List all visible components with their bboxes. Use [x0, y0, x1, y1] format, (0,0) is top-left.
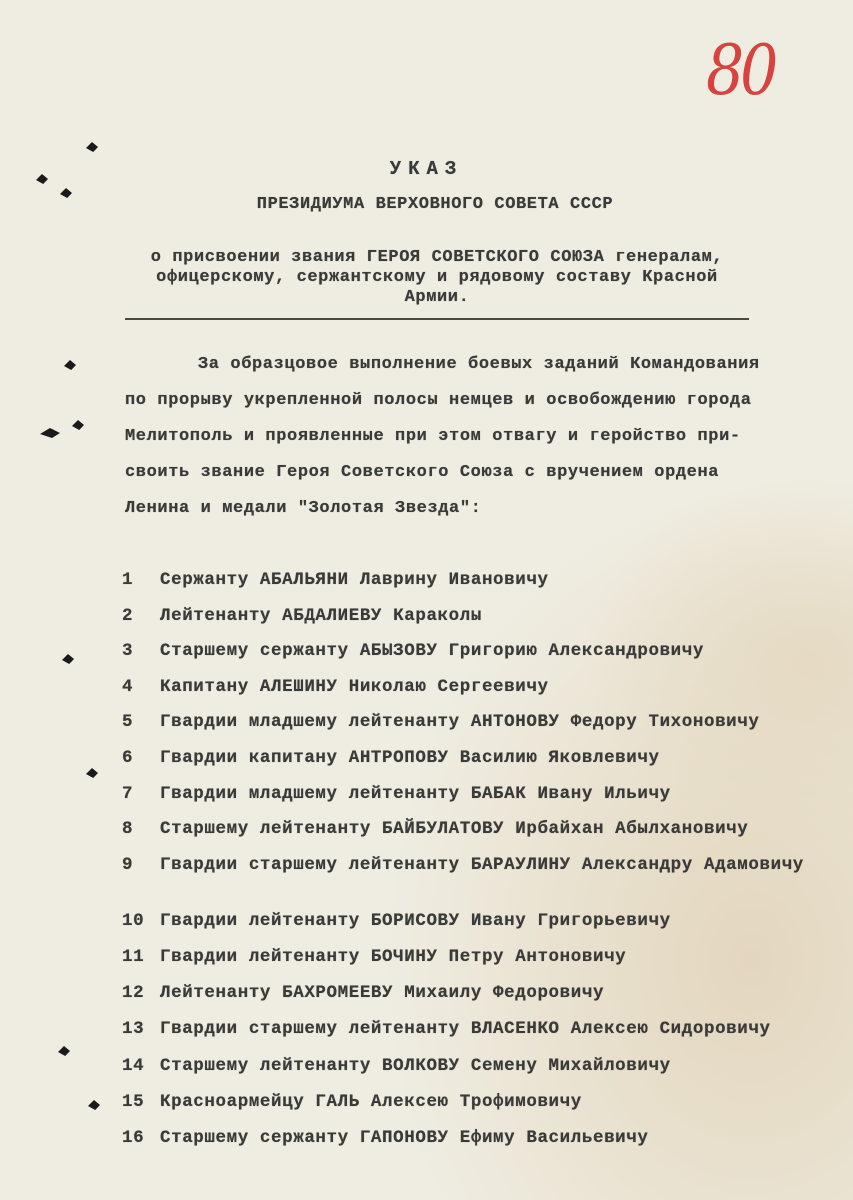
punch-hole-mark	[72, 420, 84, 430]
item-text: Гвардии капитану АНТРОПОВУ Василию Яковлевичу	[160, 747, 660, 768]
item-text: Красноармейцу ГАЛЬ Алексею Трофимовичу	[160, 1091, 582, 1112]
paragraph-line: своить звание Героя Советского Союза с вручением ордена	[125, 463, 720, 482]
paragraph-line: За образцовое выполнение боевых заданий Командования	[198, 355, 760, 374]
paragraph-line: по прорыву укрепленной полосы немцев и освобождению города	[125, 391, 752, 410]
list-item	[122, 606, 820, 642]
item-text: Лейтенанту БАХРОМЕЕВУ Михаилу Федоровичу	[160, 983, 605, 1004]
item-number: 1	[122, 570, 134, 590]
item-text: Сержанту АБАЛЬЯНИ Лаврину Ивановичу	[160, 570, 549, 590]
item-number: 14	[122, 1055, 145, 1076]
item-number: 15	[122, 1091, 145, 1112]
awardee-list	[122, 570, 820, 1164]
item-number: 10	[122, 910, 145, 931]
paragraph-line: Ленина и медали "Золотая Звезда":	[125, 499, 482, 518]
item-number: 9	[122, 854, 134, 875]
list-item	[122, 748, 820, 784]
item-text: Гвардии лейтенанту БОЧИНУ Петру Антоновичу	[160, 946, 627, 967]
list-item	[122, 1056, 820, 1092]
item-number: 7	[122, 783, 134, 804]
item-text: Старшему сержанту ГАПОНОВУ Ефиму Васильевичу	[160, 1127, 649, 1148]
paragraph-line: Мелитополь и проявленные при этом отвагу и геройство при-	[125, 427, 741, 446]
about-line: о присвоении звания ГЕРОЯ СОВЕТСКОГО СОЮЗА генералам,	[150, 248, 724, 267]
item-text: Старшему лейтенанту ВОЛКОВУ Семену Михайловичу	[160, 1055, 671, 1076]
list-item	[122, 983, 820, 1019]
decree-paragraph	[125, 355, 760, 535]
list-item	[122, 855, 820, 911]
list-item	[122, 1092, 820, 1128]
item-text: Гвардии младшему лейтенанту БАБАК Ивану Ильичу	[160, 783, 671, 804]
item-text: Гвардии лейтенанту БОРИСОВУ Ивану Григорьевичу	[160, 910, 671, 931]
list-item	[122, 641, 820, 677]
punch-hole-mark	[40, 428, 60, 438]
item-number: 16	[122, 1127, 145, 1148]
punch-hole-mark	[64, 360, 76, 370]
item-text: Гвардии старшему лейтенанту ВЛАСЕНКО Алексею Сидоровичу	[160, 1019, 771, 1040]
header-divider	[125, 318, 749, 320]
list-item	[122, 947, 820, 983]
item-number: 4	[122, 676, 134, 697]
item-text: Капитану АЛЕШИНУ Николаю Сергеевичу	[160, 676, 549, 697]
list-item	[122, 570, 820, 606]
list-item	[122, 677, 820, 713]
item-number: 8	[122, 819, 134, 840]
item-number: 2	[122, 605, 134, 626]
item-text: Старшему лейтенанту БАЙБУЛАТОВУ Ирбайхан Абылхановичу	[160, 819, 749, 840]
item-number: 6	[122, 747, 134, 768]
punch-hole-mark	[88, 1100, 100, 1110]
item-text: Гвардии младшему лейтенанту АНТОНОВУ Федору Тихоновичу	[160, 712, 760, 733]
punch-hole-mark	[86, 768, 98, 778]
punch-hole-mark	[86, 142, 98, 152]
item-text: Гвардии старшему лейтенанту БАРАУЛИНУ Александру Адамовичу	[160, 854, 804, 875]
punch-hole-mark	[58, 1046, 70, 1056]
about-line: офицерскому, сержантскому и рядовому составу Красной	[156, 268, 718, 287]
document-title: УКАЗ	[389, 158, 464, 180]
item-number: 13	[122, 1019, 145, 1040]
list-item	[122, 819, 820, 855]
list-item	[122, 1019, 820, 1055]
item-number: 5	[122, 712, 134, 733]
about-line: Армии.	[404, 288, 470, 307]
list-item	[122, 911, 820, 947]
punch-hole-mark	[62, 654, 74, 664]
item-text: Лейтенанту АБДАЛИЕВУ Караколы	[160, 605, 482, 626]
document-subtitle: ПРЕЗИДИУМА ВЕРХОВНОГО СОВЕТА СССР	[256, 195, 614, 214]
list-item	[122, 784, 820, 820]
item-number: 11	[122, 946, 145, 967]
list-item	[122, 712, 820, 748]
item-number: 3	[122, 641, 134, 662]
list-item	[122, 1128, 820, 1164]
item-number: 12	[122, 983, 145, 1004]
document-about	[122, 248, 752, 308]
item-text: Старшему сержанту АБЫЗОВУ Григорию Александровичу	[160, 641, 704, 662]
handwritten-page-number: 80	[706, 30, 775, 112]
